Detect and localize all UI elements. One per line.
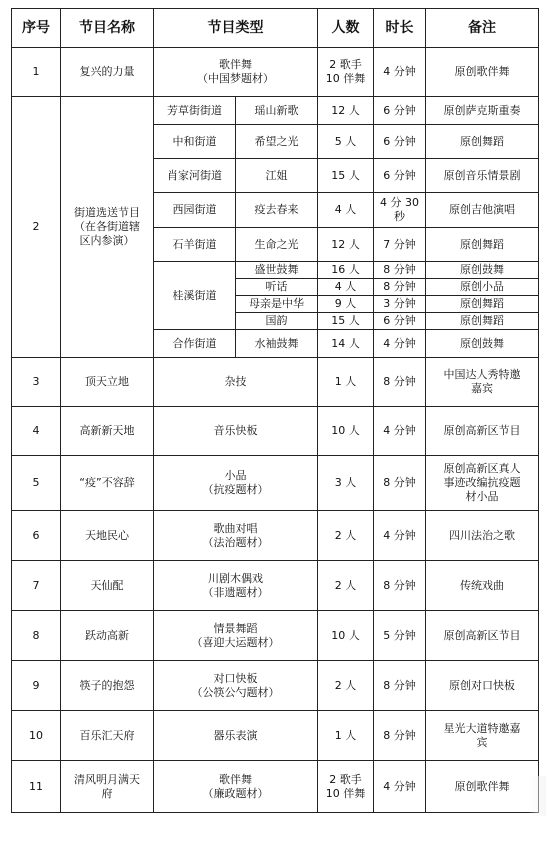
row-no: 1 xyxy=(12,48,61,97)
row-name: 筷子的抱怨 xyxy=(61,661,154,711)
row-type: 歌伴舞 （廉政题材） xyxy=(154,761,318,813)
row-name: 顶天立地 xyxy=(61,358,154,407)
row-no: 3 xyxy=(12,358,61,407)
row-no: 11 xyxy=(12,761,61,813)
row-people: 2 人 xyxy=(318,511,374,561)
row-duration: 8 分钟 xyxy=(374,456,426,511)
row-duration: 8 分钟 xyxy=(374,711,426,761)
row-note: 原创鼓舞 xyxy=(426,330,539,358)
row-duration: 7 分钟 xyxy=(374,228,426,262)
row-no: 9 xyxy=(12,661,61,711)
row-no: 7 xyxy=(12,561,61,611)
row-duration: 8 分钟 xyxy=(374,661,426,711)
row-duration: 4 分钟 xyxy=(374,761,426,813)
sub-title: 希望之光 xyxy=(236,125,318,159)
row-people: 2 人 xyxy=(318,661,374,711)
street-name: 桂溪街道 xyxy=(154,262,236,330)
row-type: 小品 （抗疫题材） xyxy=(154,456,318,511)
row-name: “疫”不容辞 xyxy=(61,456,154,511)
street-name: 合作街道 xyxy=(154,330,236,358)
row-name: 复兴的力量 xyxy=(61,48,154,97)
row-people: 12 人 xyxy=(318,97,374,125)
row-no: 8 xyxy=(12,611,61,661)
row-no: 5 xyxy=(12,456,61,511)
table-row xyxy=(12,711,539,761)
row-no: 10 xyxy=(12,711,61,761)
row-name: 高新新天地 xyxy=(61,407,154,456)
row-note: 传统戏曲 xyxy=(426,561,539,611)
row-people: 10 人 xyxy=(318,611,374,661)
row-people: 16 人 xyxy=(318,262,374,279)
row-note: 原创高新区节目 xyxy=(426,611,539,661)
table-row xyxy=(12,407,539,456)
street-name: 肖家河街道 xyxy=(154,159,236,193)
row-people: 3 人 xyxy=(318,456,374,511)
row-note: 原创高新区真人 事迹改编抗疫题 材小品 xyxy=(426,456,539,511)
row-duration: 8 分钟 xyxy=(374,561,426,611)
street-name: 芳草街街道 xyxy=(154,97,236,125)
table-row xyxy=(12,456,539,511)
table-row xyxy=(12,661,539,711)
header-name: 节目名称 xyxy=(61,9,154,48)
row-name: 天地民心 xyxy=(61,511,154,561)
row-duration: 4 分 30 秒 xyxy=(374,193,426,228)
street-name: 西园街道 xyxy=(154,193,236,228)
row-people: 15 人 xyxy=(318,313,374,330)
sub-title: 瑶山新歌 xyxy=(236,97,318,125)
sub-title: 听话 xyxy=(236,279,318,296)
row-name: 跃动高新 xyxy=(61,611,154,661)
street-name: 石羊街道 xyxy=(154,228,236,262)
sub-title: 生命之光 xyxy=(236,228,318,262)
row-note: 原创歌伴舞 xyxy=(426,761,539,813)
row-duration: 8 分钟 xyxy=(374,358,426,407)
sub-title: 母亲是中华 xyxy=(236,296,318,313)
sub-title: 江姐 xyxy=(236,159,318,193)
table-row xyxy=(12,48,539,97)
table-row xyxy=(12,358,539,407)
table-row xyxy=(12,97,539,125)
row-duration: 5 分钟 xyxy=(374,611,426,661)
row-note: 原创小品 xyxy=(426,279,539,296)
row-note: 原创高新区节目 xyxy=(426,407,539,456)
row-people: 4 人 xyxy=(318,279,374,296)
row-type: 情景舞蹈 （喜迎大运题材） xyxy=(154,611,318,661)
header-duration: 时长 xyxy=(374,9,426,48)
row-duration: 3 分钟 xyxy=(374,296,426,313)
row-note: 原创舞蹈 xyxy=(426,125,539,159)
row-people: 15 人 xyxy=(318,159,374,193)
row-people: 1 人 xyxy=(318,711,374,761)
table-row xyxy=(12,611,539,661)
row-duration: 8 分钟 xyxy=(374,279,426,296)
row-no: 4 xyxy=(12,407,61,456)
row-type: 杂技 xyxy=(154,358,318,407)
sub-title: 国韵 xyxy=(236,313,318,330)
row-no: 2 xyxy=(12,97,61,358)
row-type: 器乐表演 xyxy=(154,711,318,761)
program-table xyxy=(11,8,539,813)
row-people: 12 人 xyxy=(318,228,374,262)
header-type: 节目类型 xyxy=(154,9,318,48)
row-name: 街道选送节目 （在各街道辖 区内参演） xyxy=(61,97,154,358)
row-type: 对口快板 （公筷公勺题材） xyxy=(154,661,318,711)
watermark-fade xyxy=(528,776,546,816)
row-note: 原创舞蹈 xyxy=(426,296,539,313)
sub-title: 疫去春来 xyxy=(236,193,318,228)
row-note: 原创舞蹈 xyxy=(426,313,539,330)
row-people: 4 人 xyxy=(318,193,374,228)
row-duration: 6 分钟 xyxy=(374,125,426,159)
row-note: 原创歌伴舞 xyxy=(426,48,539,97)
row-duration: 6 分钟 xyxy=(374,313,426,330)
table-row xyxy=(12,561,539,611)
row-type: 川剧木偶戏 （非遗题材） xyxy=(154,561,318,611)
header-no: 序号 xyxy=(12,9,61,48)
header-note: 备注 xyxy=(426,9,539,48)
row-people: 2 歌手 10 伴舞 xyxy=(318,761,374,813)
row-duration: 6 分钟 xyxy=(374,159,426,193)
row-type: 音乐快板 xyxy=(154,407,318,456)
row-note: 原创对口快板 xyxy=(426,661,539,711)
row-duration: 4 分钟 xyxy=(374,511,426,561)
row-note: 星光大道特邀嘉 宾 xyxy=(426,711,539,761)
row-duration: 4 分钟 xyxy=(374,48,426,97)
row-people: 5 人 xyxy=(318,125,374,159)
row-name: 百乐汇天府 xyxy=(61,711,154,761)
row-type: 歌曲对唱 （法治题材） xyxy=(154,511,318,561)
row-people: 2 人 xyxy=(318,561,374,611)
row-duration: 4 分钟 xyxy=(374,330,426,358)
row-duration: 4 分钟 xyxy=(374,407,426,456)
street-name: 中和街道 xyxy=(154,125,236,159)
header-row xyxy=(12,9,539,48)
row-type: 歌伴舞 （中国梦题材） xyxy=(154,48,318,97)
row-duration: 8 分钟 xyxy=(374,262,426,279)
row-note: 原创吉他演唱 xyxy=(426,193,539,228)
row-no: 6 xyxy=(12,511,61,561)
header-people: 人数 xyxy=(318,9,374,48)
sub-title: 盛世鼓舞 xyxy=(236,262,318,279)
row-name: 天仙配 xyxy=(61,561,154,611)
row-duration: 6 分钟 xyxy=(374,97,426,125)
row-people: 10 人 xyxy=(318,407,374,456)
row-people: 9 人 xyxy=(318,296,374,313)
row-note: 原创舞蹈 xyxy=(426,228,539,262)
row-name: 清风明月满天 府 xyxy=(61,761,154,813)
row-note: 原创鼓舞 xyxy=(426,262,539,279)
row-people: 14 人 xyxy=(318,330,374,358)
sub-title: 水袖鼓舞 xyxy=(236,330,318,358)
row-people: 2 歌手 10 伴舞 xyxy=(318,48,374,97)
row-people: 1 人 xyxy=(318,358,374,407)
row-note: 原创萨克斯重奏 xyxy=(426,97,539,125)
row-note: 中国达人秀特邀 嘉宾 xyxy=(426,358,539,407)
row-note: 四川法治之歌 xyxy=(426,511,539,561)
table-row xyxy=(12,761,539,813)
row-note: 原创音乐情景剧 xyxy=(426,159,539,193)
table-row xyxy=(12,511,539,561)
